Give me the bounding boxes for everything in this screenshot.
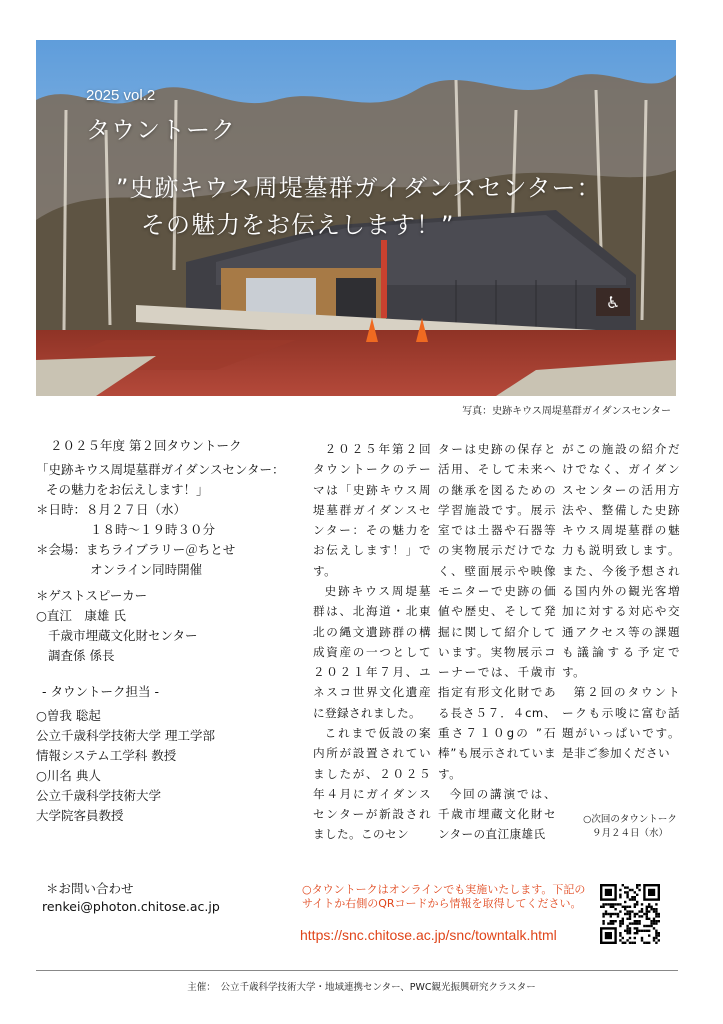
event-title-line2: その魅力をお伝えします！」 [46, 482, 209, 497]
event-date: ＊日時：８月２７日（水） [36, 502, 187, 517]
guest-label: ＊ゲストスピーカー [36, 588, 148, 603]
next-event-date: ９月２４日（水） [591, 827, 668, 839]
hero-photo [36, 40, 676, 396]
contact-email[interactable]: renkei@photon.chitose.ac.jp [42, 899, 220, 915]
staff1-organization: 公立千歳科学技術大学 理工学部 [36, 728, 215, 743]
photo-caption: 写真：史跡キウス周堤墓群ガイダンスセンター [462, 406, 671, 417]
body-paragraph: 史跡キウス周堤墓群は、北海道・北東北の縄文遺跡群の構成資産の一つとして２０２１年７月、ユネスコ世界文化遺産に登録されました。 [313, 583, 431, 720]
body-paragraph: これまで仮設の案内所が設置されていましたが、２０２５年４月にガイダンスセンターが新設されました。このセン [313, 725, 431, 842]
body-column-3 [562, 439, 680, 764]
staff1-role: 情報システム工学科 教授 [36, 748, 177, 763]
body-column-2 [438, 439, 556, 845]
guest-role: 調査係 係長 [48, 648, 115, 663]
event-heading: ２０２５年度 第２回タウントーク [50, 438, 242, 453]
event-online: オンライン同時開催 [90, 562, 203, 577]
staff1-name: ○曽我 聡起 [36, 708, 101, 723]
svg-text:♿: ♿ [605, 293, 621, 312]
theme-title-line2: その魅力をお伝えします！” [141, 211, 455, 239]
event-venue: ＊会場：まちライブラリー＠ちとせ [36, 542, 236, 557]
contact-info [42, 880, 220, 916]
towntalk-url-link[interactable]: https://snc.chitose.ac.jp/snc/towntalk.html [300, 927, 557, 943]
staff2-name: ○川名 典人 [36, 768, 101, 783]
body-paragraph: 第２回のタウントークも示唆に富む話題がいっぱいです。是非ご参加ください [562, 685, 680, 761]
guest-organization: 千歳市埋蔵文化財センター [48, 628, 198, 643]
body-paragraph: 今回の講演では、千歳市埋蔵文化財センターの直江康雄氏 [438, 786, 556, 842]
theme-title-line1: ”史跡キウス周堤墓群ガイダンスセンター： [116, 174, 602, 202]
footer-divider [36, 970, 678, 971]
next-event [580, 813, 680, 841]
event-time: １８時〜１９時３０分 [90, 522, 216, 537]
staff2-organization: 公立千歳科学技術大学 [36, 788, 162, 803]
guest-name: ○直江 康雄 氏 [36, 608, 126, 623]
footer-organizers: 主催： 公立千歳科学技術大学・地域連携センター、PWC観光振興研究クラスター [187, 982, 536, 993]
volume-label: 2025 vol.2 [86, 87, 156, 104]
body-paragraph: ターは史跡の保存と活用、そして未来への継承を図るための学習施設です。展示室では土器や石器等の実物展示だけでなく、壁面展示や映像モニターで史跡の価値や歴史、そして発掘に関して紹介しています。実物展示コーナーでは、千歳市指定有形文化財である長さ５７．４cm、重さ７１０gの ”石棒”も展示されています。 [438, 442, 556, 781]
online-notice: ○タウントークはオンラインでも実施いたします。下記のサイトか右側のQRコードから情報を取得してください。 [302, 883, 586, 911]
body-paragraph: ２０２５年第２回タウントークのテーマは「史跡キウス周堤墓群ガイダンスセンター：その魅力をお伝えします！」です。 [313, 442, 431, 578]
contact-label: ＊お問い合わせ [46, 881, 134, 896]
staff2-role: 大学院客員教授 [36, 808, 124, 823]
body-paragraph: がこの施設の紹介だけでなく、ガイダンスセンターの活用方法や、整備した史跡キウス周堤墓群の魅力も説明致します。また、今後予想される国内外の観光客増加に対する対応や交通アクセス等の課題も議論する予定です。 [562, 442, 680, 680]
series-title: タウントーク [86, 116, 236, 144]
event-title-line1: 「史跡キウス周堤墓群ガイダンスセンター： [36, 462, 285, 477]
next-event-label: ○次回のタウントーク [583, 814, 677, 825]
qr-code-icon[interactable] [600, 884, 660, 944]
staff-label: - タウントーク担当 - [42, 684, 159, 699]
event-info [36, 436, 306, 826]
body-column-1 [313, 439, 431, 845]
